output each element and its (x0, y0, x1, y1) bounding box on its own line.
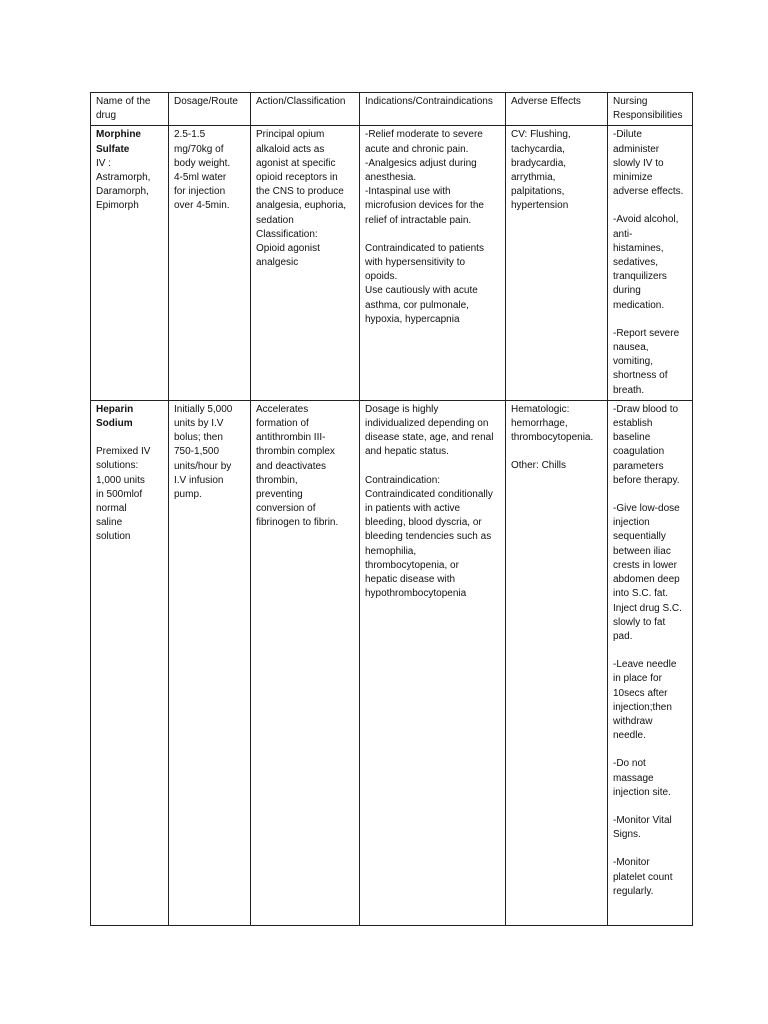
cell-text-line: bleeding, blood dyscria, or (365, 517, 482, 529)
cell-text-line: Dosage is highly (365, 403, 439, 415)
cell-text-line: injection site. (613, 786, 671, 798)
paragraph-gap (613, 313, 688, 327)
cell-text-line: IV : (96, 157, 112, 169)
cell-text-line: establish (613, 418, 653, 430)
paragraph-gap (365, 460, 501, 474)
drug-name-title: Morphine Sulfate (96, 129, 141, 155)
cell-text-line: Classification: (256, 228, 318, 240)
cell-text-line: in patients with active (365, 503, 461, 515)
cell-text-line: acute and chronic pain. (365, 143, 469, 155)
cell-text-line: between iliac (613, 545, 671, 557)
cell-text-line: 1,000 units (96, 474, 145, 486)
nursing-cell (608, 126, 693, 400)
cell-text-line: -Do not (613, 758, 646, 770)
cell-text-line: solutions: (96, 460, 139, 472)
paragraph-gap (613, 800, 688, 814)
cell-text-line: thrombocytopenia, or (365, 559, 459, 571)
cell-text-line: Hematologic: (511, 403, 570, 415)
drug-name-cell (91, 400, 169, 925)
cell-text-line: -Intaspinal use with (365, 186, 451, 198)
paragraph-gap (613, 644, 688, 658)
cell-text-line: Epimorph (96, 200, 139, 212)
cell-text-line: agonist at specific (256, 157, 336, 169)
cell-text-line: hepatic disease with (365, 574, 456, 586)
cell-text-line: -Leave needle (613, 659, 677, 671)
paragraph-gap (511, 445, 603, 459)
cell-text-line: opoids. (365, 271, 398, 283)
cell-text-line: shortness of (613, 370, 668, 382)
cell-text-line: histamines, (613, 242, 664, 254)
dosage-cell (169, 126, 251, 400)
cell-text-line: formation of (256, 418, 309, 430)
cell-text-line: hemophilia, (365, 545, 417, 557)
cell-text-line: Astramorph, (96, 172, 151, 184)
cell-text-line: thrombin, (256, 474, 298, 486)
cell-text-line: nausea, (613, 342, 649, 354)
header-adverse: Adverse Effects (506, 93, 608, 126)
cell-text-line: fibrinogen to fibrin. (256, 517, 339, 529)
paragraph-gap (613, 488, 688, 502)
cell-text-line: normal (96, 503, 127, 515)
cell-text-line: crests in lower (613, 559, 677, 571)
cell-text-line: Inject drug S.C. (613, 602, 682, 614)
cell-text-line: withdraw (613, 715, 653, 727)
cell-text-line: hypoxia, hypercapnia (365, 313, 460, 325)
drug-study-table (90, 92, 693, 926)
cell-text-line: sequentially (613, 531, 666, 543)
cell-text-line: vomiting, (613, 356, 654, 368)
header-indications: Indications/Contraindications (360, 93, 506, 126)
nursing-cell (608, 400, 693, 925)
cell-text-line: bolus; then (174, 432, 223, 444)
cell-text-line: in place for (613, 673, 662, 685)
cell-text-line: Other: Chills (511, 460, 567, 472)
cell-text-line: minimize (613, 172, 653, 184)
cell-text-line: -Relief moderate to severe (365, 129, 483, 141)
header-action: Action/Classification (251, 93, 360, 126)
cell-text-line: before therapy. (613, 474, 680, 486)
cell-text-line: individualized depending on (365, 418, 489, 430)
header-nursing: Nursing Responsibilities (608, 93, 693, 126)
cell-text-line: 2.5-1.5 (174, 129, 206, 141)
action-cell (251, 400, 360, 925)
cell-text-line: pump. (174, 489, 202, 501)
paragraph-gap (613, 199, 688, 213)
paragraph-gap (365, 228, 501, 242)
cell-text-line: Premixed IV (96, 446, 151, 458)
cell-text-line: bleeding tendencies such as (365, 531, 492, 543)
dosage-cell (169, 400, 251, 925)
adverse-effects-cell (506, 126, 608, 400)
cell-text-line: pad. (613, 630, 633, 642)
cell-text-line: parameters (613, 460, 664, 472)
paragraph-gap (613, 743, 688, 757)
cell-text-line: antithrombin III- (256, 432, 326, 444)
cell-text-line: thrombin complex (256, 446, 335, 458)
cell-text-line: Contraindication: (365, 474, 441, 486)
header-name: Name of the drug (91, 93, 169, 126)
cell-text-line: Accelerates (256, 403, 309, 415)
cell-text-line: mg/70kg of (174, 143, 224, 155)
cell-text-line: disease state, age, and renal (365, 432, 494, 444)
cell-text-line: 4-5ml water (174, 172, 227, 184)
cell-text-line: over 4-5min. (174, 200, 230, 212)
cell-text-line: slowly to fat (613, 616, 666, 628)
cell-text-line: analgesic (256, 257, 299, 269)
cell-text-line: 10secs after (613, 687, 668, 699)
cell-text-line: hemorrhage, (511, 418, 568, 430)
cell-text-line: and deactivates (256, 460, 327, 472)
cell-text-line: -Report severe (613, 327, 680, 339)
cell-text-line: sedatives, (613, 257, 659, 269)
cell-text-line: injection;then (613, 701, 672, 713)
table-row (91, 400, 693, 925)
cell-text-line: and hepatic status. (365, 446, 449, 458)
cell-text-line: palpitations, (511, 186, 565, 198)
cell-text-line: administer (613, 143, 660, 155)
cell-text-line: -Analgesics adjust during (365, 157, 477, 169)
cell-text-line: injection (613, 517, 650, 529)
table-header-row (91, 93, 693, 126)
cell-text-line: conversion of (256, 503, 316, 515)
cell-text-line: bradycardia, (511, 157, 567, 169)
cell-text-line: asthma, cor pulmonale, (365, 299, 469, 311)
cell-text-line: in 500mlof (96, 488, 143, 500)
cell-text-line: arrythmia, (511, 172, 556, 184)
cell-text-line: -Monitor (613, 857, 650, 869)
cell-text-line: needle. (613, 730, 646, 742)
cell-text-line: -Avoid alcohol, (613, 214, 679, 226)
cell-text-line: for injection (174, 186, 226, 198)
adverse-effects-cell (506, 400, 608, 925)
cell-text-line: during (613, 285, 641, 297)
table-row (91, 126, 693, 400)
cell-text-line: solution (96, 531, 131, 543)
paragraph-gap (96, 431, 164, 445)
cell-text-line: Contraindicated conditionally (365, 488, 493, 500)
cell-text-line: hypertension (511, 200, 569, 212)
header-dosage: Dosage/Route (169, 93, 251, 126)
cell-text-line: breath. (613, 384, 645, 396)
cell-text-line: Daramorph, (96, 186, 149, 198)
cell-text-line: Opioid agonist (256, 243, 320, 255)
cell-text-line: Signs. (613, 829, 641, 841)
cell-text-line: body weight. (174, 157, 231, 169)
cell-text-line: Contraindicated to patients (365, 242, 484, 254)
cell-text-line: units by I.V (174, 418, 224, 430)
cell-text-line: 750-1,500 (174, 446, 220, 458)
cell-text-line: tachycardia, (511, 143, 565, 155)
cell-text-line: I.V infusion (174, 474, 224, 486)
cell-text-line: baseline (613, 432, 651, 444)
paragraph-gap (613, 842, 688, 856)
cell-text-line: anesthesia. (365, 172, 417, 184)
cell-text-line: massage (613, 772, 654, 784)
cell-text-line: relief of intractable pain. (365, 214, 472, 226)
cell-text-line: opioid receptors in (256, 172, 338, 184)
cell-text-line: -Give low-dose (613, 503, 680, 515)
cell-text-line: Principal opium (256, 129, 325, 141)
cell-text-line: coagulation (613, 446, 665, 458)
cell-text-line: thrombocytopenia. (511, 432, 594, 444)
cell-text-line: Initially 5,000 (174, 403, 233, 415)
cell-text-line: adverse effects. (613, 186, 684, 198)
cell-text-line: -Dilute (613, 129, 642, 141)
indications-cell (360, 126, 506, 400)
cell-text-line: medication. (613, 299, 665, 311)
cell-text-line: microfusion devices for the (365, 200, 484, 212)
cell-text-line: saline (96, 517, 123, 529)
cell-text-line: with hypersensitivity to (365, 257, 466, 269)
cell-text-line: units/hour by (174, 460, 232, 472)
cell-text-line: sedation (256, 214, 294, 226)
cell-text-line: the CNS to produce (256, 186, 344, 198)
cell-text-line: regularly. (613, 885, 654, 897)
cell-text-line: hypothrombocytopenia (365, 588, 467, 600)
cell-text-line: analgesia, euphoria, (256, 200, 347, 212)
cell-text-line: platelet count (613, 871, 673, 883)
action-cell (251, 126, 360, 400)
cell-text-line: into S.C. fat. (613, 588, 669, 600)
cell-text-line: slowly IV to (613, 157, 664, 169)
cell-text-line: alkaloid acts as (256, 143, 325, 155)
cell-text-line: -Monitor Vital (613, 814, 672, 826)
drug-name-cell (91, 126, 169, 400)
drug-name-title: Heparin Sodium (96, 403, 134, 430)
cell-text-line: CV: Flushing, (511, 129, 571, 141)
cell-text-line: anti- (613, 228, 633, 240)
cell-text-line: tranquilizers (613, 271, 667, 283)
cell-text-line: Use cautiously with acute (365, 285, 478, 297)
cell-text-line: abdomen deep (613, 574, 680, 586)
cell-text-line: preventing (256, 489, 303, 501)
cell-text-line: -Draw blood to (613, 403, 679, 415)
indications-cell (360, 400, 506, 925)
